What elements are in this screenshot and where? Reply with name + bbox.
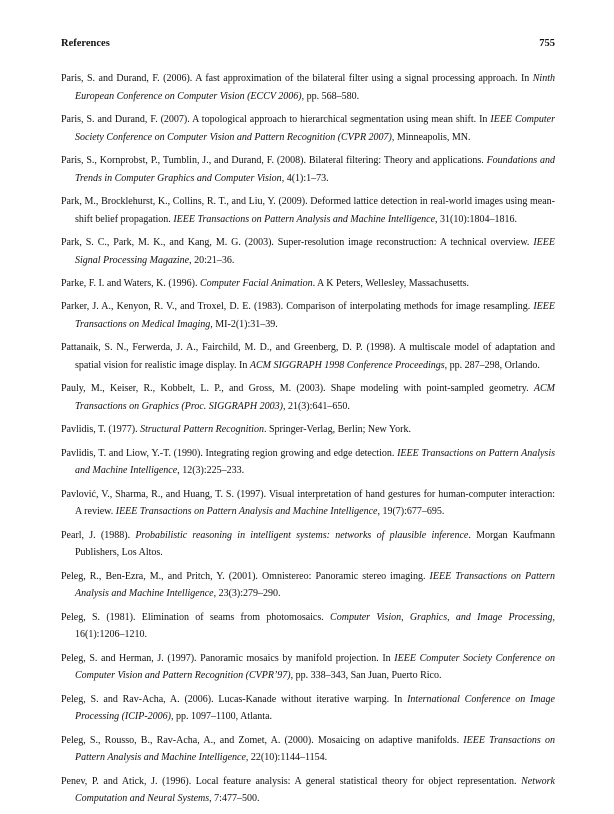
reference-list	[61, 70, 555, 814]
reference-details: , pp. 568–580.	[301, 90, 360, 102]
reference-venue: Computer Vision, Graphics, and Image Processing	[330, 611, 553, 623]
reference-text: Pavlović, V., Sharma, R., and Huang, T. S. (1997). Visual interpretation of hand gestures for human-computer interaction: A review.	[61, 488, 555, 518]
reference-entry	[61, 773, 555, 808]
reference-details: , 4(1):1–73.	[281, 172, 329, 184]
reference-venue: International Conference on Image Processing (ICIP-2006)	[75, 693, 555, 723]
reference-text: Penev, P. and Atick, J. (1996). Local feature analysis: A general statistical theory for object representation.	[61, 775, 522, 787]
reference-details: , 7:477–500.	[209, 793, 260, 805]
reference-entry	[61, 568, 555, 603]
reference-entry	[61, 234, 555, 269]
reference-venue: IEEE Signal Processing Magazine	[75, 236, 555, 266]
reference-entry	[61, 609, 555, 644]
reference-venue: ACM SIGGRAPH 1998 Conference Proceedings	[249, 359, 445, 371]
reference-entry	[61, 732, 555, 767]
reference-text: Paris, S., Kornprobst, P., Tumblin, J., and Durand, F. (2008). Bilateral filtering: Theory and applications.	[61, 154, 487, 166]
reference-details: , 20:21–36.	[189, 254, 235, 266]
reference-venue: IEEE Transactions on Pattern Analysis and Machine Intelligence	[75, 447, 555, 477]
reference-entry	[61, 339, 555, 374]
reference-details: , 22(10):1144–1154.	[245, 752, 328, 764]
reference-venue: IEEE Computer Society Conference on Computer Vision and Pattern Recognition (CVPR’97)	[75, 652, 555, 682]
reference-text: Pearl, J. (1988).	[61, 529, 136, 541]
reference-details: , pp. 1097–1100, Atlanta.	[171, 711, 273, 723]
reference-venue: IEEE Transactions on Pattern Analysis and Machine Intelligence	[75, 734, 555, 764]
reference-text: Parker, J. A., Kenyon, R. V., and Troxel, D. E. (1983). Comparison of interpolating methods for image resampling.	[61, 301, 534, 313]
reference-text: Peleg, S., Rousso, B., Rav-Acha, A., and Zomet, A. (2000). Mosaicing on adaptive manifolds.	[61, 734, 464, 746]
reference-text: Paris, S. and Durand, F. (2007). A topological approach to hierarchical segmentation using mean shift. In	[61, 113, 491, 125]
reference-details: . Springer-Verlag, Berlin; New York.	[263, 424, 411, 436]
reference-text: Pauly, M., Keiser, R., Kobbelt, L. P., and Gross, M. (2003). Shape modeling with point-sampled geometry.	[61, 383, 534, 395]
reference-text: Paris, S. and Durand, F. (2006). A fast approximation of the bilateral filter using a signal processing approach. In	[61, 73, 533, 84]
reference-details: , MI-2(1):31–39.	[210, 318, 278, 330]
reference-text: Peleg, S. and Herman, J. (1997). Panoramic mosaics by manifold projection. In	[61, 652, 395, 664]
reference-details: , 23(3):279–290.	[213, 588, 281, 600]
reference-details: , pp. 338–343, San Juan, Puerto Rico.	[290, 670, 442, 682]
reference-venue: IEEE Transactions on Pattern Analysis and Machine Intelligence	[115, 506, 378, 518]
reference-text: Park, S. C., Park, M. K., and Kang, M. G. (2003). Super-resolution image reconstruction: A technical overview.	[61, 236, 534, 248]
reference-details: . A K Peters, Wellesley, Massachusetts.	[312, 277, 470, 289]
reference-text: Pavlidis, T. (1977).	[61, 424, 141, 436]
running-head-title: References	[61, 38, 110, 49]
reference-details: , 12(3):225–233.	[177, 465, 245, 477]
reference-venue: IEEE Transactions on Medical Imaging	[75, 301, 555, 330]
reference-text: Parke, F. I. and Waters, K. (1996).	[61, 277, 201, 289]
reference-details: , 21(3):641–650.	[282, 400, 350, 412]
reference-text: Peleg, R., Ben-Ezra, M., and Pritch, Y. (2001). Omnistereo: Panoramic stereo imaging.	[61, 570, 430, 582]
reference-text: Pattanaik, S. N., Ferwerda, J. A., Fairchild, M. D., and Greenberg, D. P. (1998). A multiscale model of adaptation and spatial vision for realistic image display. In	[61, 342, 555, 371]
reference-entry	[61, 691, 555, 726]
reference-entry	[61, 486, 555, 521]
reference-text: Pavlidis, T. and Liow, Y.-T. (1990). Integrating region growing and edge detection.	[61, 447, 398, 459]
reference-entry	[61, 70, 555, 105]
reference-venue: Foundations and Trends in Computer Graphics and Computer Vision	[75, 154, 555, 184]
reference-entry	[61, 650, 555, 685]
reference-entry	[61, 298, 555, 333]
reference-venue: Ninth European Conference on Computer Vision (ECCV 2006)	[75, 73, 555, 102]
reference-details: , 16(1):1206–1210.	[75, 611, 556, 641]
reference-venue: IEEE Transactions on Pattern Analysis and Machine Intelligence	[75, 570, 555, 600]
reference-details: , pp. 287–298, Orlando.	[444, 359, 540, 371]
reference-entry	[61, 111, 555, 146]
reference-venue: Computer Facial Animation	[200, 277, 313, 289]
reference-venue: IEEE Transactions on Pattern Analysis and Machine Intelligence	[173, 213, 436, 225]
reference-venue: IEEE Computer Society Conference on Computer Vision and Pattern Recognition (CVPR 2007)	[75, 113, 555, 143]
reference-details: . Morgan Kaufmann Publishers, Los Altos.	[75, 529, 555, 559]
reference-venue: Structural Pattern Recognition	[140, 424, 264, 436]
reference-entry	[61, 445, 555, 480]
reference-entry	[61, 421, 555, 439]
reference-text: Peleg, S. (1981). Elimination of seams from photomosaics.	[61, 611, 331, 623]
reference-entry	[61, 152, 555, 187]
reference-details: , 19(7):677–695.	[377, 506, 445, 518]
reference-venue: Network Computation and Neural Systems	[75, 775, 555, 805]
page-header	[61, 38, 555, 54]
reference-entry	[61, 380, 555, 415]
reference-entry	[61, 193, 555, 228]
reference-venue: Probabilistic reasoning in intelligent systems: networks of plausible inference	[135, 529, 469, 541]
reference-text: Park, M., Brocklehurst, K., Collins, R. T., and Liu, Y. (2009). Deformed lattice detection in real-world images using mean-shift belief propagation.	[61, 195, 555, 225]
reference-details: , 31(10):1804–1816.	[435, 213, 517, 225]
reference-entry	[61, 275, 555, 293]
reference-entry	[61, 527, 555, 562]
reference-text: Peleg, S. and Rav-Acha, A. (2006). Lucas-Kanade without iterative warping. In	[61, 693, 408, 705]
page-number: 755	[539, 38, 555, 49]
reference-details: , Minneapolis, MN.	[391, 131, 471, 143]
reference-venue: ACM Transactions on Graphics (Proc. SIGGRAPH 2003)	[75, 383, 555, 412]
